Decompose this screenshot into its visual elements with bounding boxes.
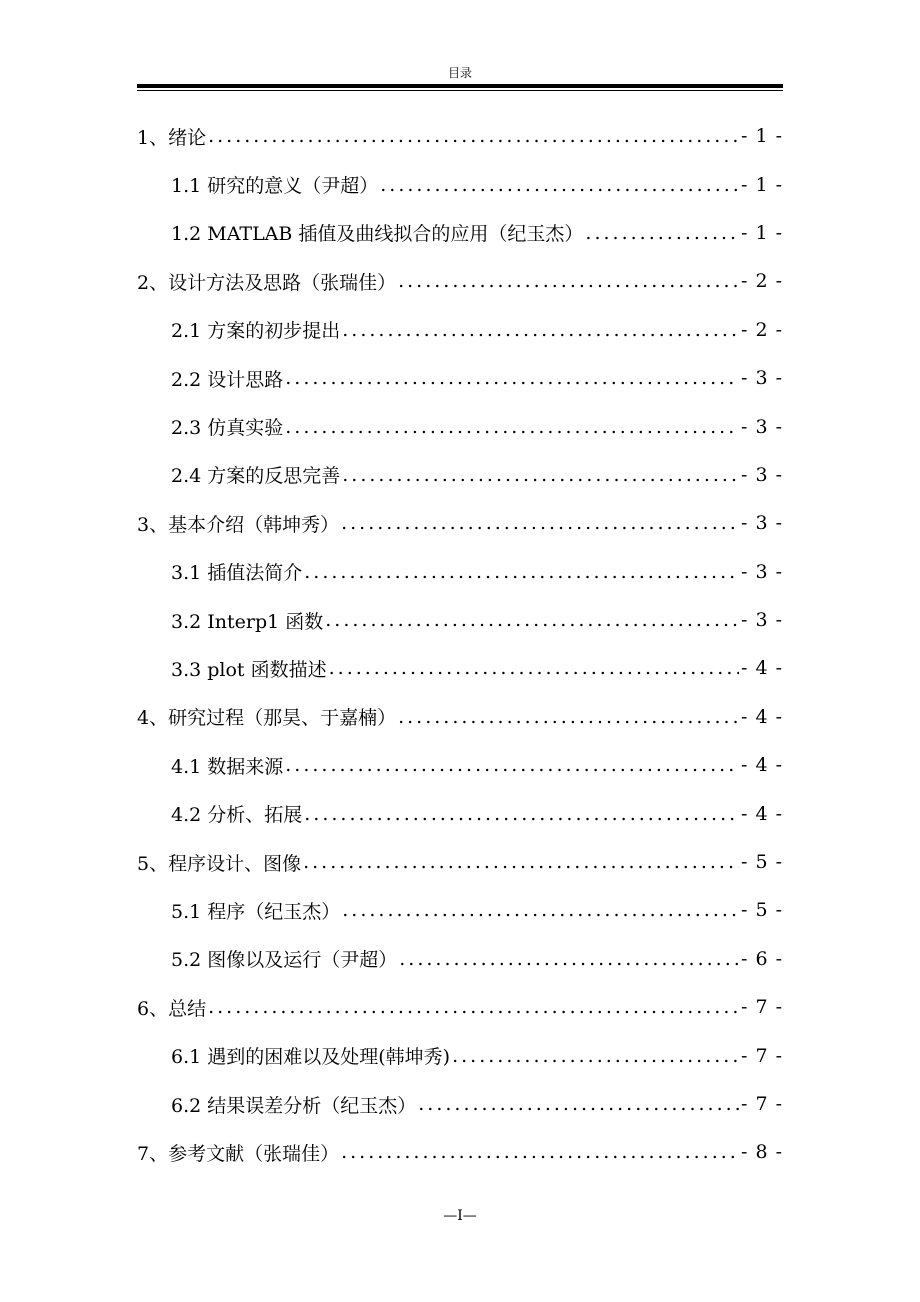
toc-entry-page-number: - 4 - [740, 754, 783, 777]
toc-entry-title: 4.1 数据来源 [171, 755, 284, 778]
toc-dot-leader [342, 319, 739, 341]
toc-entry-title: 3.1 插值法简介 [171, 562, 303, 585]
toc-entry-page-number: - 7 - [740, 1093, 783, 1115]
toc-entry-title: 6、总结 [137, 997, 207, 1020]
toc-entry-title: 6.2 结果误差分析（纪玉杰） [171, 1094, 417, 1117]
toc-entry[interactable] [137, 789, 783, 837]
toc-dot-leader [208, 996, 739, 1018]
toc-entry[interactable] [137, 1031, 783, 1079]
page-header-title: 目录 [447, 66, 472, 80]
toc-dot-leader [418, 1093, 739, 1115]
toc-entry-page-number: - 3 - [740, 609, 783, 632]
toc-entry-title: 5.2 图像以及运行（尹超） [171, 949, 398, 972]
toc-entry-title: 2.2 设计思路 [171, 368, 284, 391]
toc-entry-title: 3.3 plot 函数描述 [171, 658, 327, 681]
header-rule-thin [137, 90, 783, 91]
toc-entry-page-number: - 7 - [740, 996, 783, 1019]
toc-entry-page-number: - 3 - [740, 512, 783, 535]
toc-entry[interactable] [137, 935, 783, 983]
toc-entry-page-number: - 5 - [740, 899, 783, 922]
toc-entry[interactable] [137, 644, 783, 692]
toc-dot-leader [452, 1045, 739, 1067]
toc-dot-leader [342, 464, 739, 486]
toc-entry-page-number: - 3 - [740, 463, 783, 486]
toc-dot-leader [303, 851, 739, 873]
page-footer-number: —I— [443, 1208, 477, 1224]
toc-entry[interactable] [137, 741, 783, 789]
toc-entry-title: 2.3 仿真实验 [171, 417, 284, 440]
toc-dot-leader [341, 1141, 739, 1163]
toc-entry-title: 5、程序设计、图像 [137, 852, 302, 875]
toc-entry-page-number: - 1 - [740, 125, 783, 148]
toc-entry-page-number: - 6 - [740, 947, 783, 970]
toc-entry-title: 4、研究过程（那昊、于嘉楠） [137, 707, 397, 730]
toc-entry-title: 6.1 遇到的困难以及处理(韩坤秀) [171, 1046, 451, 1069]
toc-entry-page-number: - 3 - [740, 560, 783, 583]
toc-entry[interactable] [137, 596, 783, 644]
toc-entry-page-number: - 1 - [740, 173, 783, 196]
toc-entry-title: 5.1 程序（纪玉杰） [171, 900, 341, 923]
toc-entry[interactable] [137, 160, 783, 208]
toc-dot-leader [341, 512, 739, 534]
toc-entry-title: 3、基本介绍（韩坤秀） [137, 513, 340, 536]
toc-entry-title: 1、绪论 [137, 126, 207, 149]
toc-entry-page-number: - 8 - [740, 1141, 783, 1164]
toc-dot-leader [342, 899, 739, 921]
toc-entry-title: 1.1 研究的意义（尹超） [171, 175, 379, 198]
toc-entry-title: 1.2 MATLAB 插值及曲线拟合的应用（纪玉杰） [171, 223, 584, 246]
toc-dot-leader [585, 222, 739, 244]
toc-entry[interactable] [137, 983, 783, 1031]
toc-dot-leader [398, 270, 739, 292]
toc-dot-leader [380, 174, 739, 196]
toc-entry[interactable] [137, 548, 783, 596]
toc-entry[interactable] [137, 451, 783, 499]
toc-entry-page-number: - 3 - [740, 415, 783, 438]
toc-entry-page-number: - 1 - [740, 221, 783, 244]
toc-entry[interactable] [137, 838, 783, 886]
toc-entry-title: 2.4 方案的反思完善 [171, 465, 341, 488]
toc-entry-title: 4.2 分析、拓展 [171, 804, 303, 827]
toc-entry[interactable] [137, 1128, 783, 1176]
toc-entry-title: 7、参考文献（张瑞佳） [137, 1142, 340, 1165]
toc-dot-leader [208, 125, 739, 147]
toc-dot-leader [285, 416, 739, 438]
toc-entry[interactable] [137, 306, 783, 354]
toc-entry[interactable] [137, 112, 783, 160]
toc-dot-leader [399, 948, 739, 970]
toc-dot-leader [325, 609, 739, 631]
toc-entry-page-number: - 5 - [740, 851, 783, 874]
toc-dot-leader [304, 803, 739, 825]
toc-entry[interactable] [137, 402, 783, 450]
toc-entry-title: 2.1 方案的初步提出 [171, 320, 341, 343]
toc-dot-leader [329, 657, 739, 679]
toc-entry[interactable] [137, 499, 783, 547]
toc-entry[interactable] [137, 1080, 783, 1128]
toc-dot-leader [285, 754, 739, 776]
toc-entry-title: 2、设计方法及思路（张瑞佳） [137, 271, 397, 294]
toc-dot-leader [304, 561, 739, 583]
toc-entry-title: 3.2 Interp1 函数 [171, 610, 324, 633]
toc-entry-page-number: - 4 - [740, 705, 783, 728]
toc-entry[interactable] [137, 257, 783, 305]
header-rule-thick [137, 84, 783, 88]
toc-entry-page-number: - 7 - [740, 1044, 783, 1067]
toc-entry-page-number: - 2 - [740, 270, 783, 293]
toc-entry-page-number: - 4 - [740, 657, 783, 680]
toc-entry-page-number: - 4 - [740, 802, 783, 825]
table-of-contents [137, 112, 783, 1177]
toc-dot-leader [398, 706, 739, 728]
toc-entry-page-number: - 3 - [740, 367, 783, 390]
toc-entry[interactable] [137, 886, 783, 934]
toc-entry[interactable] [137, 209, 783, 257]
toc-dot-leader [285, 367, 739, 389]
toc-entry-page-number: - 2 - [740, 318, 783, 341]
toc-entry[interactable] [137, 693, 783, 741]
toc-entry[interactable] [137, 354, 783, 402]
